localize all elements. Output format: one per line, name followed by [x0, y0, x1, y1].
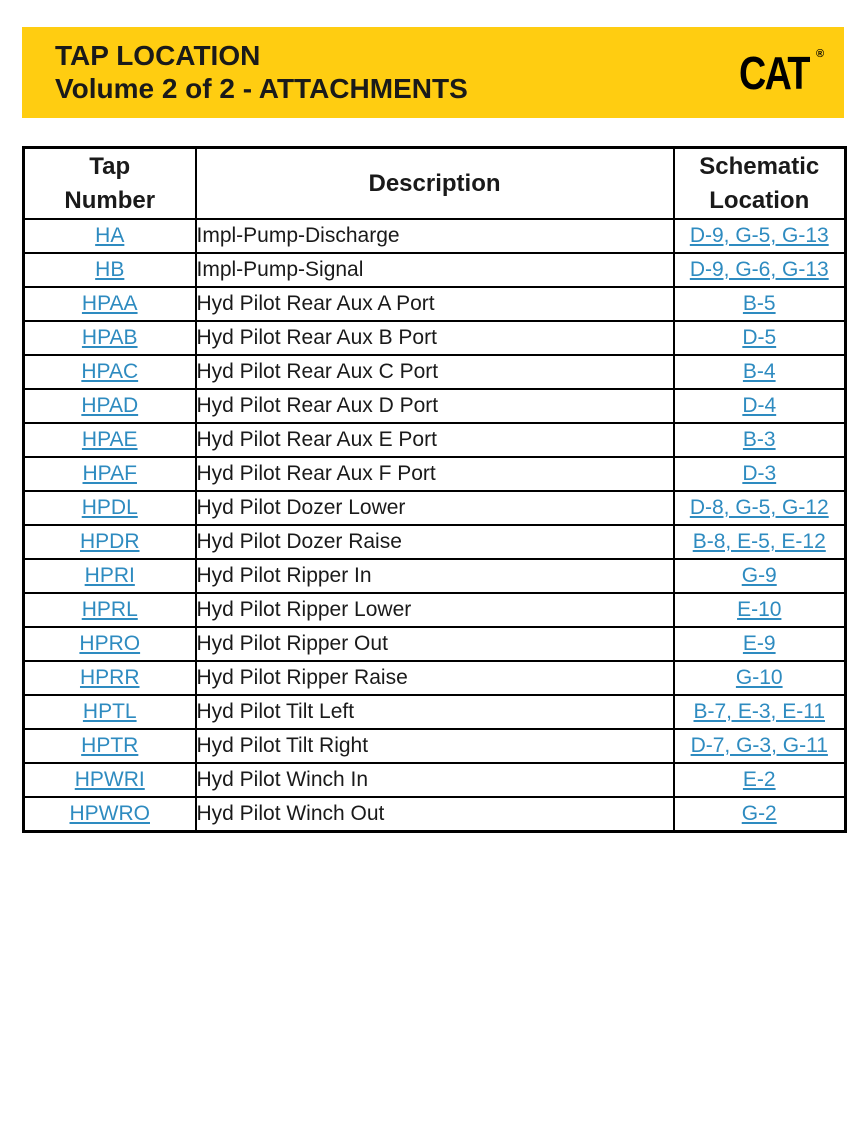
schematic-location-cell	[674, 321, 846, 355]
schematic-location-link[interactable]: G-10	[735, 666, 783, 689]
tap-number-link[interactable]: HPDL	[81, 496, 138, 519]
tap-number-link[interactable]: HPRO	[79, 632, 141, 655]
table-row	[24, 627, 846, 661]
description-cell: Hyd Pilot Rear Aux B Port	[196, 321, 674, 355]
tap-number-link[interactable]: HPTL	[82, 700, 137, 723]
table-row	[24, 729, 846, 763]
table-row	[24, 287, 846, 321]
table-row	[24, 559, 846, 593]
table-row	[24, 797, 846, 832]
tap-location-table	[22, 146, 847, 833]
tap-number-link[interactable]: HB	[95, 258, 125, 281]
tap-number-cell	[24, 321, 196, 355]
description-cell: Hyd Pilot Rear Aux A Port	[196, 287, 674, 321]
logo-text: CAT	[739, 47, 809, 99]
schematic-location-link[interactable]: D-8, G-5, G-12	[689, 496, 829, 519]
tap-number-link[interactable]: HPWRI	[74, 768, 145, 791]
schematic-location-cell	[674, 525, 846, 559]
table-row	[24, 763, 846, 797]
schematic-location-cell	[674, 287, 846, 321]
tap-number-link[interactable]: HPAE	[81, 428, 138, 451]
schematic-location-link[interactable]: E-10	[737, 598, 782, 621]
schematic-location-link[interactable]: D-7, G-3, G-11	[690, 734, 828, 757]
tap-number-cell	[24, 219, 196, 253]
column-header-schematic-location	[674, 148, 846, 220]
tap-number-cell	[24, 253, 196, 287]
tap-number-cell	[24, 661, 196, 695]
schematic-location-link[interactable]: B-4	[742, 360, 776, 383]
schematic-location-cell	[674, 355, 846, 389]
page-title	[55, 39, 468, 105]
title-line-2: Volume 2 of 2 - ATTACHMENTS	[55, 73, 468, 104]
description-cell: Hyd Pilot Dozer Lower	[196, 491, 674, 525]
registered-mark: ®	[816, 48, 825, 60]
schematic-location-link[interactable]: E-9	[742, 632, 776, 655]
schematic-location-cell	[674, 219, 846, 253]
tap-number-link[interactable]: HPAA	[81, 292, 138, 315]
schematic-location-link[interactable]: B-7, E-3, E-11	[693, 700, 825, 723]
schematic-location-link[interactable]: B-5	[742, 292, 776, 315]
table-row	[24, 253, 846, 287]
description-cell: Hyd Pilot Tilt Left	[196, 695, 674, 729]
schematic-location-link[interactable]: E-2	[742, 768, 776, 791]
tap-number-cell	[24, 559, 196, 593]
schematic-location-link[interactable]: B-3	[742, 428, 776, 451]
description-cell: Hyd Pilot Dozer Raise	[196, 525, 674, 559]
description-cell: Hyd Pilot Winch In	[196, 763, 674, 797]
table-row	[24, 321, 846, 355]
table-row	[24, 389, 846, 423]
description-cell: Hyd Pilot Ripper Lower	[196, 593, 674, 627]
tap-number-link[interactable]: HPWRO	[69, 802, 150, 825]
schematic-location-link[interactable]: G-2	[741, 802, 777, 825]
schematic-location-cell	[674, 695, 846, 729]
table-body	[24, 219, 846, 832]
header-text: Tap	[89, 152, 131, 180]
schematic-location-cell	[674, 253, 846, 287]
schematic-location-link[interactable]: G-9	[741, 564, 777, 587]
header-text: Number	[64, 186, 156, 214]
description-cell: Impl-Pump-Discharge	[196, 219, 674, 253]
tap-number-cell	[24, 763, 196, 797]
header-text: Description	[368, 169, 501, 197]
schematic-location-link[interactable]: D-5	[742, 326, 777, 349]
tap-number-cell	[24, 627, 196, 661]
table-row	[24, 219, 846, 253]
logo-triangle-icon	[769, 82, 785, 93]
schematic-location-cell	[674, 559, 846, 593]
schematic-location-cell	[674, 423, 846, 457]
tap-number-link[interactable]: HPRL	[81, 598, 138, 621]
description-cell: Hyd Pilot Ripper Raise	[196, 661, 674, 695]
tap-number-link[interactable]: HPDR	[79, 530, 140, 553]
description-cell: Impl-Pump-Signal	[196, 253, 674, 287]
tap-number-link[interactable]: HA	[95, 224, 125, 247]
description-cell: Hyd Pilot Rear Aux C Port	[196, 355, 674, 389]
schematic-location-cell	[674, 593, 846, 627]
tap-number-link[interactable]: HPRI	[84, 564, 135, 587]
schematic-location-cell	[674, 797, 846, 832]
tap-number-cell	[24, 729, 196, 763]
schematic-location-cell	[674, 491, 846, 525]
table-row	[24, 355, 846, 389]
description-cell: Hyd Pilot Rear Aux F Port	[196, 457, 674, 491]
description-cell: Hyd Pilot Winch Out	[196, 797, 674, 832]
tap-number-link[interactable]: HPTR	[81, 734, 139, 757]
schematic-location-link[interactable]: D-9, G-6, G-13	[689, 258, 829, 281]
description-cell: Hyd Pilot Tilt Right	[196, 729, 674, 763]
description-cell: Hyd Pilot Rear Aux E Port	[196, 423, 674, 457]
schematic-location-link[interactable]: D-4	[742, 394, 777, 417]
tap-number-cell	[24, 389, 196, 423]
tap-number-cell	[24, 695, 196, 729]
column-header-description	[196, 148, 674, 220]
table-header-row	[24, 148, 846, 220]
schematic-location-cell	[674, 627, 846, 661]
cat-logo	[739, 49, 829, 97]
tap-number-cell	[24, 797, 196, 832]
tap-number-cell	[24, 355, 196, 389]
header-text: Location	[709, 186, 810, 214]
header-banner	[22, 27, 844, 118]
table-row	[24, 525, 846, 559]
tap-number-link[interactable]: HPAB	[81, 326, 138, 349]
schematic-location-cell	[674, 389, 846, 423]
schematic-location-cell	[674, 661, 846, 695]
tap-number-cell	[24, 423, 196, 457]
table-row	[24, 457, 846, 491]
schematic-location-cell	[674, 457, 846, 491]
tap-number-link[interactable]: HPAD	[81, 394, 139, 417]
table-row	[24, 593, 846, 627]
table-row	[24, 661, 846, 695]
tap-number-cell	[24, 457, 196, 491]
description-cell: Hyd Pilot Ripper In	[196, 559, 674, 593]
tap-number-cell	[24, 287, 196, 321]
tap-number-cell	[24, 491, 196, 525]
tap-number-cell	[24, 525, 196, 559]
header-text: Schematic	[699, 152, 820, 180]
tap-number-link[interactable]: HPAC	[81, 360, 139, 383]
tap-number-cell	[24, 593, 196, 627]
description-cell: Hyd Pilot Ripper Out	[196, 627, 674, 661]
schematic-location-cell	[674, 763, 846, 797]
description-cell: Hyd Pilot Rear Aux D Port	[196, 389, 674, 423]
tap-number-link[interactable]: HPRR	[79, 666, 140, 689]
tap-number-link[interactable]: HPAF	[82, 462, 137, 485]
table-row	[24, 695, 846, 729]
title-line-1: TAP LOCATION	[55, 40, 261, 71]
schematic-location-cell	[674, 729, 846, 763]
schematic-location-link[interactable]: D-3	[742, 462, 777, 485]
schematic-location-link[interactable]: B-8, E-5, E-12	[692, 530, 826, 553]
column-header-tap-number	[24, 148, 196, 220]
schematic-location-link[interactable]: D-9, G-5, G-13	[689, 224, 829, 247]
table-row	[24, 423, 846, 457]
table-row	[24, 491, 846, 525]
